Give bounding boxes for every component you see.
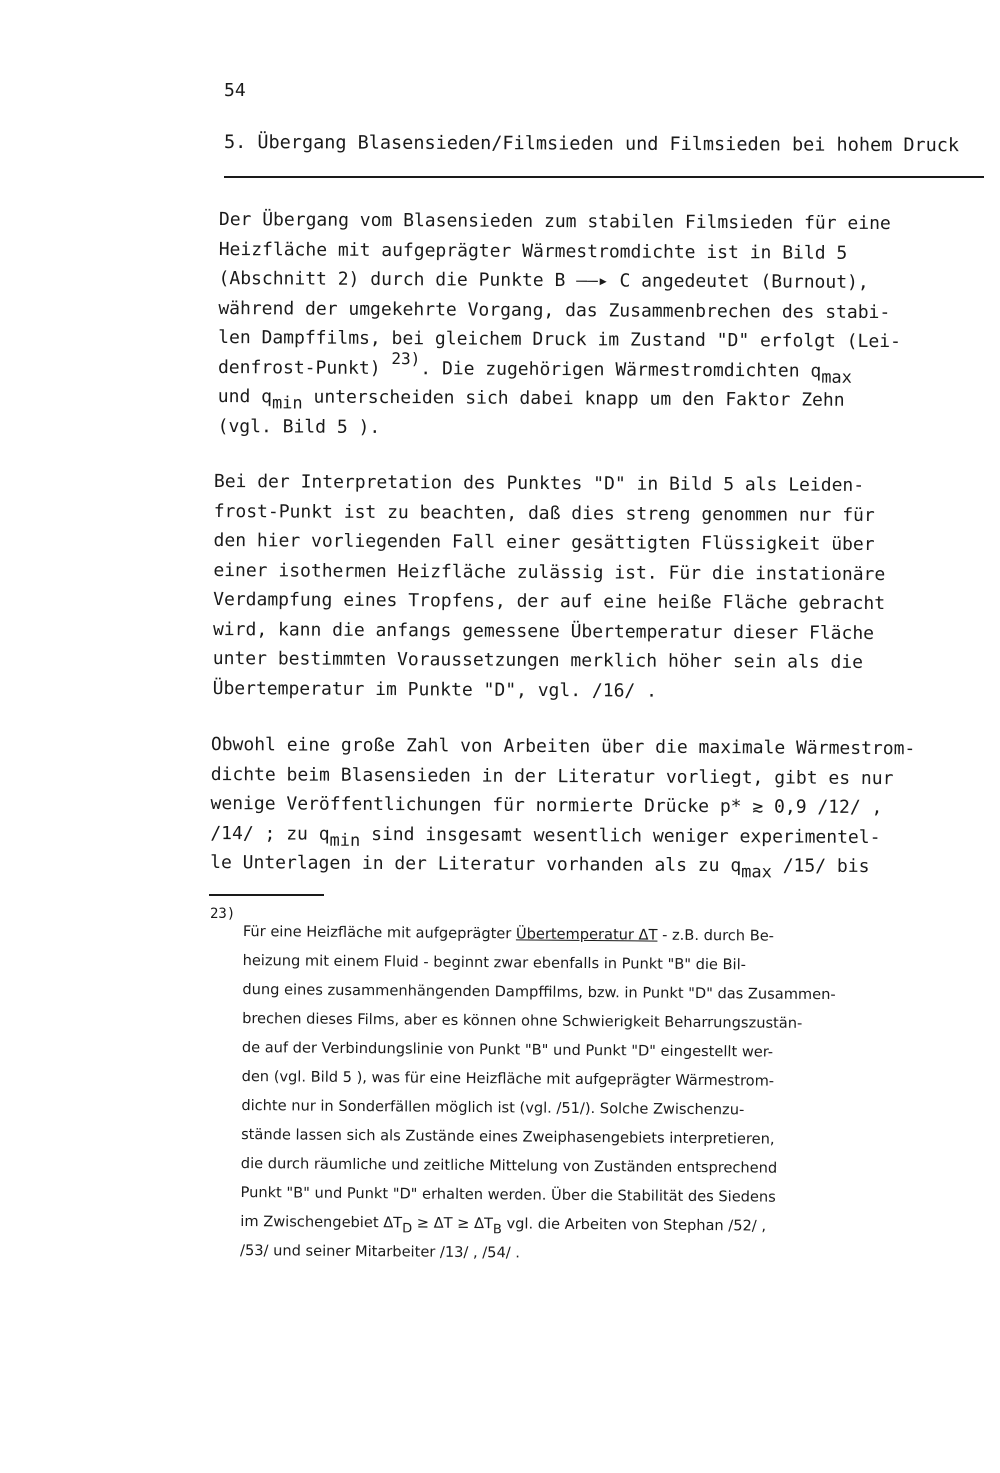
footnote-line: /53/ und seiner Mitarbeiter /13/ , /54/ . [240,1241,521,1262]
footnote-line: Punkt "B" und Punkt "D" erhalten werden. Über die Stabilität des Siedens [240,1183,776,1206]
subscript: min [329,830,361,851]
text-span: - z.B. durch Be- [657,926,775,945]
text-line: (vgl. Bild 5 ). [217,415,381,438]
text-line [210,848,980,882]
footnote-line: dichte nur in Sonderfällen möglich ist (vgl. /51/). Solche Zwischenzu- [241,1096,745,1119]
footnote-line: heizung mit einem Fluid - beginnt zwar ebenfalls in Punkt "B" die Bil- [242,951,747,974]
text-span: denfrost-Punkt) [217,356,392,379]
text-line: Heizfläche mit aufgeprägter Wärmestromdichte ist in Bild 5 [218,238,848,264]
footnote-marker: 23) [210,906,236,922]
section-heading: 5. Übergang Blasensieden/Filmsieden und Filmsieden bei hohem Druck [223,132,960,157]
subscript: min [271,393,303,414]
heading-underline [224,176,984,178]
text-line: einer isothermen Heizfläche zulässig ist. Für die instationäre [213,559,886,585]
text-line: wenige Veröffentlichungen für normierte Drücke p* ≳ 0,9 /12/ , [210,792,883,819]
subscript: D [402,1221,413,1237]
text-span: Für eine Heizfläche mit aufgeprägter [242,922,517,943]
text-line: den hier vorliegenden Fall einer gesättigten Flüssigkeit über [213,529,875,556]
footnote-separator [209,894,324,896]
subscript: max [741,862,772,883]
text-line [210,818,980,852]
footnote-line: stände lassen sich als Zustände eines Zweiphasengebiets interpretieren, [241,1125,775,1148]
text-span: im Zwischengebiet ΔT [240,1212,403,1232]
text-line [218,382,988,416]
text-line: frost-Punkt ist zu beachten, daß dies streng genommen nur für [213,500,875,526]
text-span: /14/ ; zu q [210,822,330,845]
text-line: unter bestimmten Voraussetzungen merklich höher sein als die [212,647,864,673]
footnote-line: de auf der Verbindungslinie von Punkt "B" und Punkt "D" eingestellt wer- [241,1038,774,1061]
text-span: . Die zugehörigen Wärmestromdichten q [420,357,822,382]
text-line: Der Übergang vom Blasensieden zum stabilen Filmsieden für eine [218,208,891,235]
text-line: wird, kann die anfangs gemessene Übertemperatur dieser Fläche [212,618,875,644]
text-line: Übertemperatur im Punkte "D", vgl. /16/ . [212,677,658,702]
underlined-term: Übertemperatur ΔT [515,925,658,944]
subscript: B [492,1222,502,1238]
text-line: dichte beim Blasensieden in der Literatur vorliegt, gibt es nur [210,763,894,789]
paragraph-1 [218,205,989,446]
text-line [217,348,988,388]
text-span: /15/ bis [771,855,870,878]
text-line: Obwohl eine große Zahl von Arbeiten über die maximale Wärmestrom- [210,733,916,760]
text-line: (Abschnitt 2) durch die Punkte B ——▸ C angedeutet (Burnout), [218,267,869,293]
footnote-line: die durch räumliche und zeitliche Mittelung von Zuständen entsprechend [240,1154,778,1177]
paragraph-3 [210,730,981,882]
footnote [240,917,963,1271]
text-span: sind insgesamt wesentlich weniger experimentel- [360,823,881,848]
text-span: vgl. die Arbeiten von Stephan /52/ , [501,1215,767,1235]
footnote-line: den (vgl. Bild 5 ), was für eine Heizfläche mit aufgeprägter Wärmestrom- [241,1067,775,1090]
footnote-line: dung eines zusammenhängenden Dampffilms, bzw. in Punkt "D" das Zusammen- [242,980,836,1004]
footnote-line: brechen dieses Films, aber es können ohne Schwierigkeit Beharrungszustän- [242,1009,803,1032]
text-span: und q [217,385,273,408]
text-line: während der umgekehrte Vorgang, das Zusammenbrechen des stabi- [218,297,891,323]
text-span: unterscheiden sich dabei knapp um den Faktor Zehn [302,386,845,411]
page-number: 54 [224,80,246,101]
paragraph-2 [213,467,984,708]
text-line: len Dampffilms, bei gleichem Druck im Zustand "D" erfolgt (Lei- [218,326,901,353]
text-line: Bei der Interpretation des Punktes "D" in Bild 5 als Leiden- [213,470,865,496]
footnote-reference: 23) [391,348,421,368]
text-line: Verdampfung eines Tropfens, der auf eine heiße Fläche gebracht [213,588,886,615]
subscript: max [821,367,853,388]
text-span: le Unterlagen in der Literatur vorhanden als zu q [210,851,742,877]
text-span: ≥ ΔT ≥ ΔT [412,1214,494,1233]
